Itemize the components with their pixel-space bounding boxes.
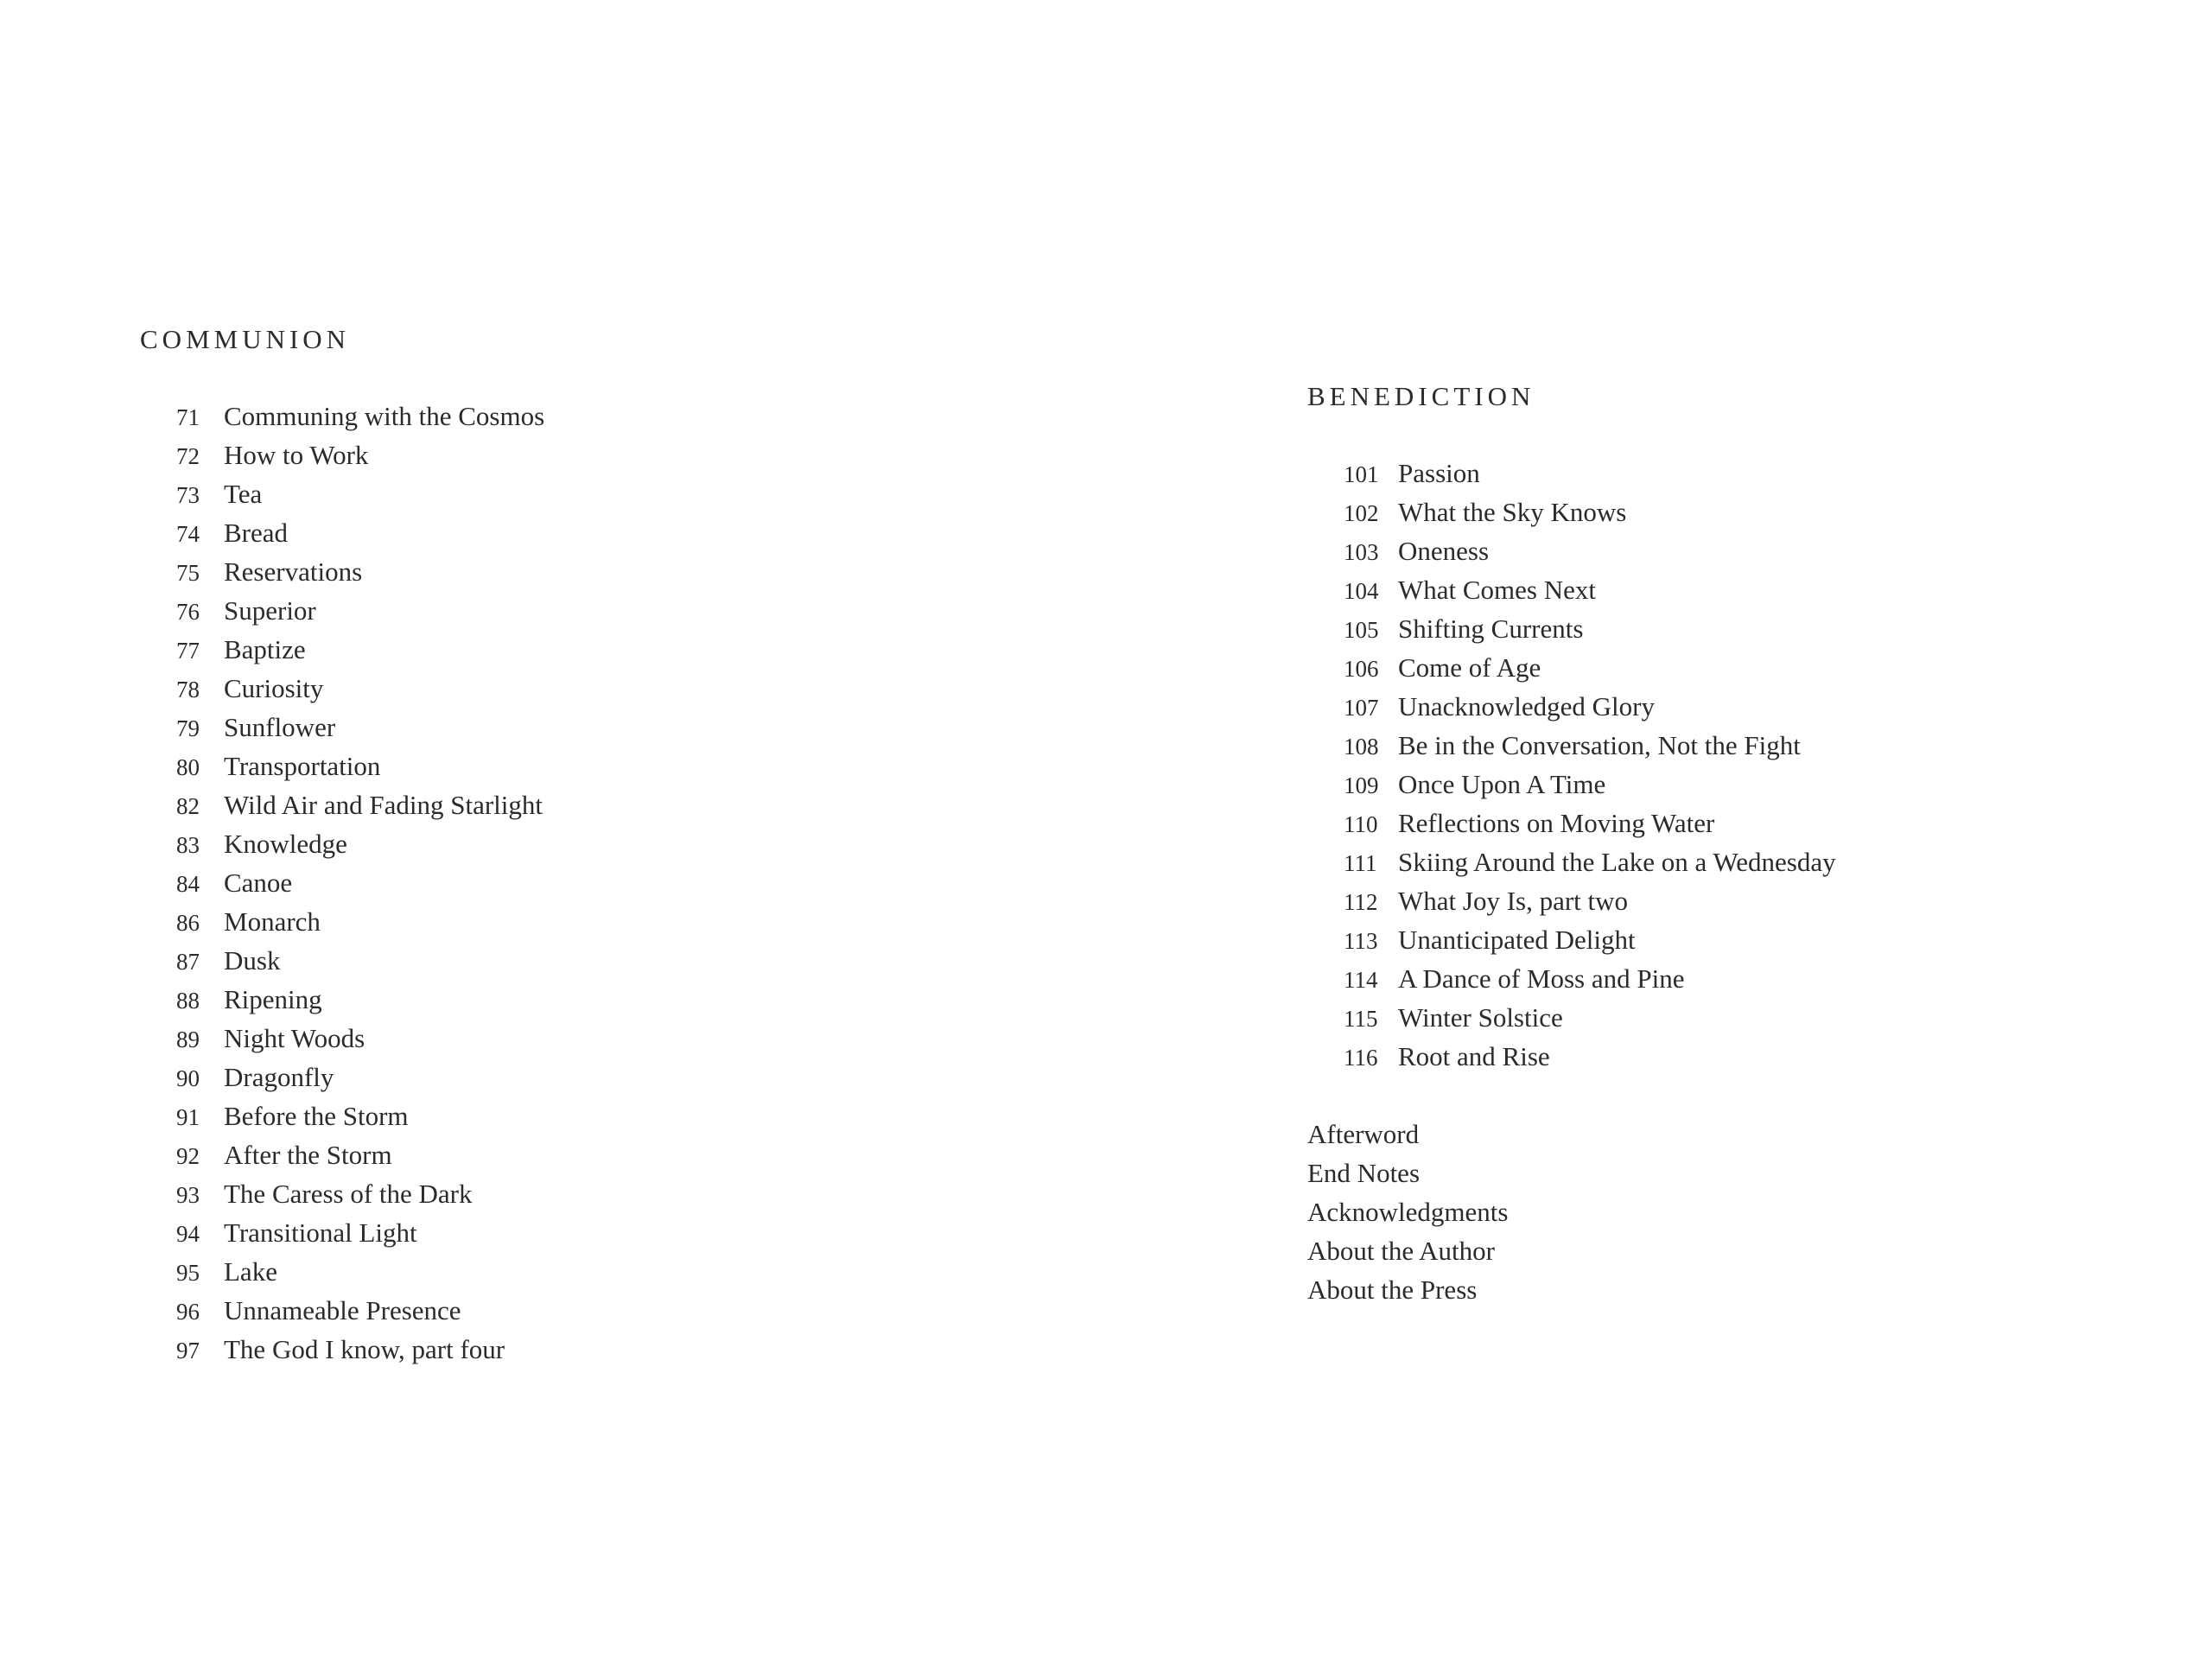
toc-entry[interactable] (1344, 804, 1836, 842)
toc-entry[interactable] (176, 435, 544, 474)
toc-entry-title: Curiosity (224, 673, 324, 703)
toc-entry-title: Transportation (224, 751, 381, 781)
toc-page-number: 72 (176, 443, 200, 469)
toc-page-number: 89 (176, 1027, 200, 1052)
back-matter-item[interactable]: Acknowledgments (1307, 1197, 1509, 1227)
back-matter-item[interactable]: End Notes (1307, 1158, 1421, 1188)
toc-page-number: 86 (176, 910, 200, 936)
section-heading-benediction: BENEDICTION (1307, 381, 1535, 411)
toc-entry-title: Night Woods (224, 1023, 365, 1053)
toc-entry[interactable] (1344, 570, 1836, 609)
toc-page-number: 77 (176, 638, 200, 664)
toc-entry-title: Lake (224, 1256, 277, 1287)
toc-entry[interactable] (176, 1213, 544, 1252)
toc-entry[interactable] (176, 591, 544, 630)
toc-entry-title: Unanticipated Delight (1398, 925, 1636, 955)
toc-page-number: 94 (176, 1221, 200, 1247)
toc-page-number: 91 (176, 1104, 200, 1130)
toc-page-number: 93 (176, 1182, 200, 1208)
toc-page-number: 73 (176, 482, 200, 508)
toc-entry[interactable] (176, 980, 544, 1019)
toc-entry[interactable] (176, 708, 544, 747)
toc-entry[interactable] (1344, 726, 1836, 765)
toc-page-number: 92 (176, 1143, 200, 1169)
toc-entry[interactable] (1344, 1037, 1836, 1076)
toc-page-number: 106 (1344, 656, 1379, 682)
toc-entry-title: The Caress of the Dark (224, 1179, 473, 1209)
toc-entry-title: Superior (224, 595, 316, 626)
toc-entry[interactable] (1344, 842, 1836, 881)
section-heading-communion: COMMUNION (140, 324, 351, 354)
toc-page-number: 114 (1344, 967, 1378, 993)
toc-entry[interactable] (176, 669, 544, 708)
back-matter-item[interactable]: About the Press (1307, 1274, 1478, 1305)
toc-entry-title: Unnameable Presence (224, 1295, 461, 1325)
toc-page-number: 74 (176, 521, 200, 547)
toc-entry-title: Tea (224, 479, 263, 509)
toc-page-number: 75 (176, 560, 200, 586)
toc-page-number: 84 (176, 871, 200, 897)
toc-page-number: 113 (1344, 928, 1378, 954)
toc-page-number: 110 (1344, 811, 1378, 837)
toc-entry-title: Winter Solstice (1398, 1002, 1563, 1033)
toc-entry-title: Ripening (224, 984, 322, 1014)
toc-entry-title: Unacknowledged Glory (1398, 691, 1655, 721)
toc-entry[interactable] (176, 863, 544, 902)
toc-entry-title: Wild Air and Fading Starlight (224, 790, 543, 820)
toc-page-number: 79 (176, 715, 200, 741)
toc-page-number: 102 (1344, 500, 1379, 526)
toc-entry[interactable] (1344, 881, 1836, 920)
toc-entry[interactable] (176, 1019, 544, 1058)
toc-entry[interactable] (1344, 959, 1836, 998)
toc-entry-title: Root and Rise (1398, 1041, 1550, 1071)
toc-page-number: 111 (1344, 850, 1377, 876)
toc-page-number: 88 (176, 988, 200, 1014)
toc-entry[interactable] (176, 552, 544, 591)
toc-page-number: 115 (1344, 1006, 1378, 1032)
toc-page-number: 90 (176, 1065, 200, 1091)
toc-entry[interactable] (176, 1174, 544, 1213)
toc-entry[interactable] (176, 902, 544, 941)
toc-entry[interactable] (176, 1058, 544, 1096)
toc-entry-title: What the Sky Knows (1398, 497, 1627, 527)
toc-entry-title: How to Work (224, 440, 369, 470)
toc-page-number: 80 (176, 754, 200, 780)
toc-entry[interactable] (176, 941, 544, 980)
toc-entry[interactable] (176, 824, 544, 863)
toc-page-number: 103 (1344, 539, 1379, 565)
toc-entry[interactable] (176, 1330, 544, 1369)
toc-entry-title: Dragonfly (224, 1062, 334, 1092)
toc-entry[interactable] (176, 1135, 544, 1174)
toc-entry-title: Once Upon A Time (1398, 769, 1606, 799)
back-matter-item[interactable]: About the Author (1307, 1236, 1495, 1266)
toc-entry[interactable] (1344, 531, 1836, 570)
back-matter-item[interactable]: Afterword (1307, 1119, 1420, 1149)
toc-entry-title: Oneness (1398, 536, 1490, 566)
toc-entry-title: Reflections on Moving Water (1398, 808, 1715, 838)
toc-page-number: 105 (1344, 617, 1379, 643)
toc-entry-title: Shifting Currents (1398, 613, 1584, 644)
toc-entry-title: What Comes Next (1398, 575, 1597, 605)
toc-entry[interactable] (176, 1252, 544, 1291)
toc-entry[interactable] (176, 1096, 544, 1135)
toc-entry-title: Baptize (224, 634, 306, 664)
toc-entry[interactable] (1344, 454, 1836, 493)
toc-entry[interactable] (176, 747, 544, 785)
toc-entry[interactable] (1344, 493, 1836, 531)
toc-entry-title: A Dance of Moss and Pine (1398, 963, 1685, 994)
toc-entry-title: Reservations (224, 556, 363, 587)
toc-entry[interactable] (176, 513, 544, 552)
toc-page-number: 78 (176, 677, 200, 702)
toc-entry[interactable] (1344, 765, 1836, 804)
toc-page-number: 104 (1344, 578, 1379, 604)
toc-entry-title: Bread (224, 518, 289, 548)
toc-page-number: 76 (176, 599, 200, 625)
toc-entry[interactable] (176, 474, 544, 513)
toc-page-number: 95 (176, 1260, 200, 1286)
toc-entry[interactable] (1344, 920, 1836, 959)
toc-page-number: 71 (176, 404, 200, 430)
toc-page-number: 97 (176, 1338, 200, 1363)
toc-entry-title: What Joy Is, part two (1398, 886, 1629, 916)
toc-entry-title: Dusk (224, 945, 281, 976)
toc-page-number: 83 (176, 832, 200, 858)
toc-entry-title: Transitional Light (224, 1217, 417, 1248)
communion-toc-list (140, 397, 544, 1369)
toc-entry[interactable] (1344, 609, 1836, 648)
toc-entry-title: After the Storm (224, 1140, 392, 1170)
toc-entry[interactable] (1344, 687, 1836, 726)
toc-entry[interactable] (1344, 998, 1836, 1037)
toc-entry-title: Canoe (224, 868, 293, 898)
toc-entry[interactable] (176, 785, 544, 824)
communion-section (140, 320, 544, 1369)
toc-entry[interactable] (176, 630, 544, 669)
toc-page-number: 108 (1344, 734, 1379, 760)
toc-page-number: 101 (1344, 461, 1379, 487)
toc-entry-title: Communing with the Cosmos (224, 401, 545, 431)
toc-entry[interactable] (176, 397, 544, 435)
back-matter-list (1307, 1115, 1836, 1309)
toc-entry[interactable] (1344, 648, 1836, 687)
benediction-toc-list (1307, 454, 1836, 1076)
toc-entry-title: Skiing Around the Lake on a Wednesday (1398, 847, 1836, 877)
toc-page-number: 109 (1344, 772, 1379, 798)
toc-entry-title: Monarch (224, 906, 321, 937)
toc-page-number: 96 (176, 1299, 200, 1325)
toc-entry-title: Passion (1398, 458, 1480, 488)
toc-page-number: 112 (1344, 889, 1378, 915)
toc-page-number: 82 (176, 793, 200, 819)
toc-page-number: 116 (1344, 1045, 1378, 1071)
toc-entry-title: Before the Storm (224, 1101, 409, 1131)
benediction-section (1307, 377, 1836, 1309)
toc-page-number: 107 (1344, 695, 1379, 721)
toc-entry-title: Come of Age (1398, 652, 1541, 683)
toc-page-number: 87 (176, 949, 200, 975)
toc-entry-title: The God I know, part four (224, 1334, 505, 1364)
toc-entry-title: Sunflower (224, 712, 336, 742)
toc-entry-title: Be in the Conversation, Not the Fight (1398, 730, 1801, 760)
toc-entry-title: Knowledge (224, 829, 347, 859)
toc-entry[interactable] (176, 1291, 544, 1330)
